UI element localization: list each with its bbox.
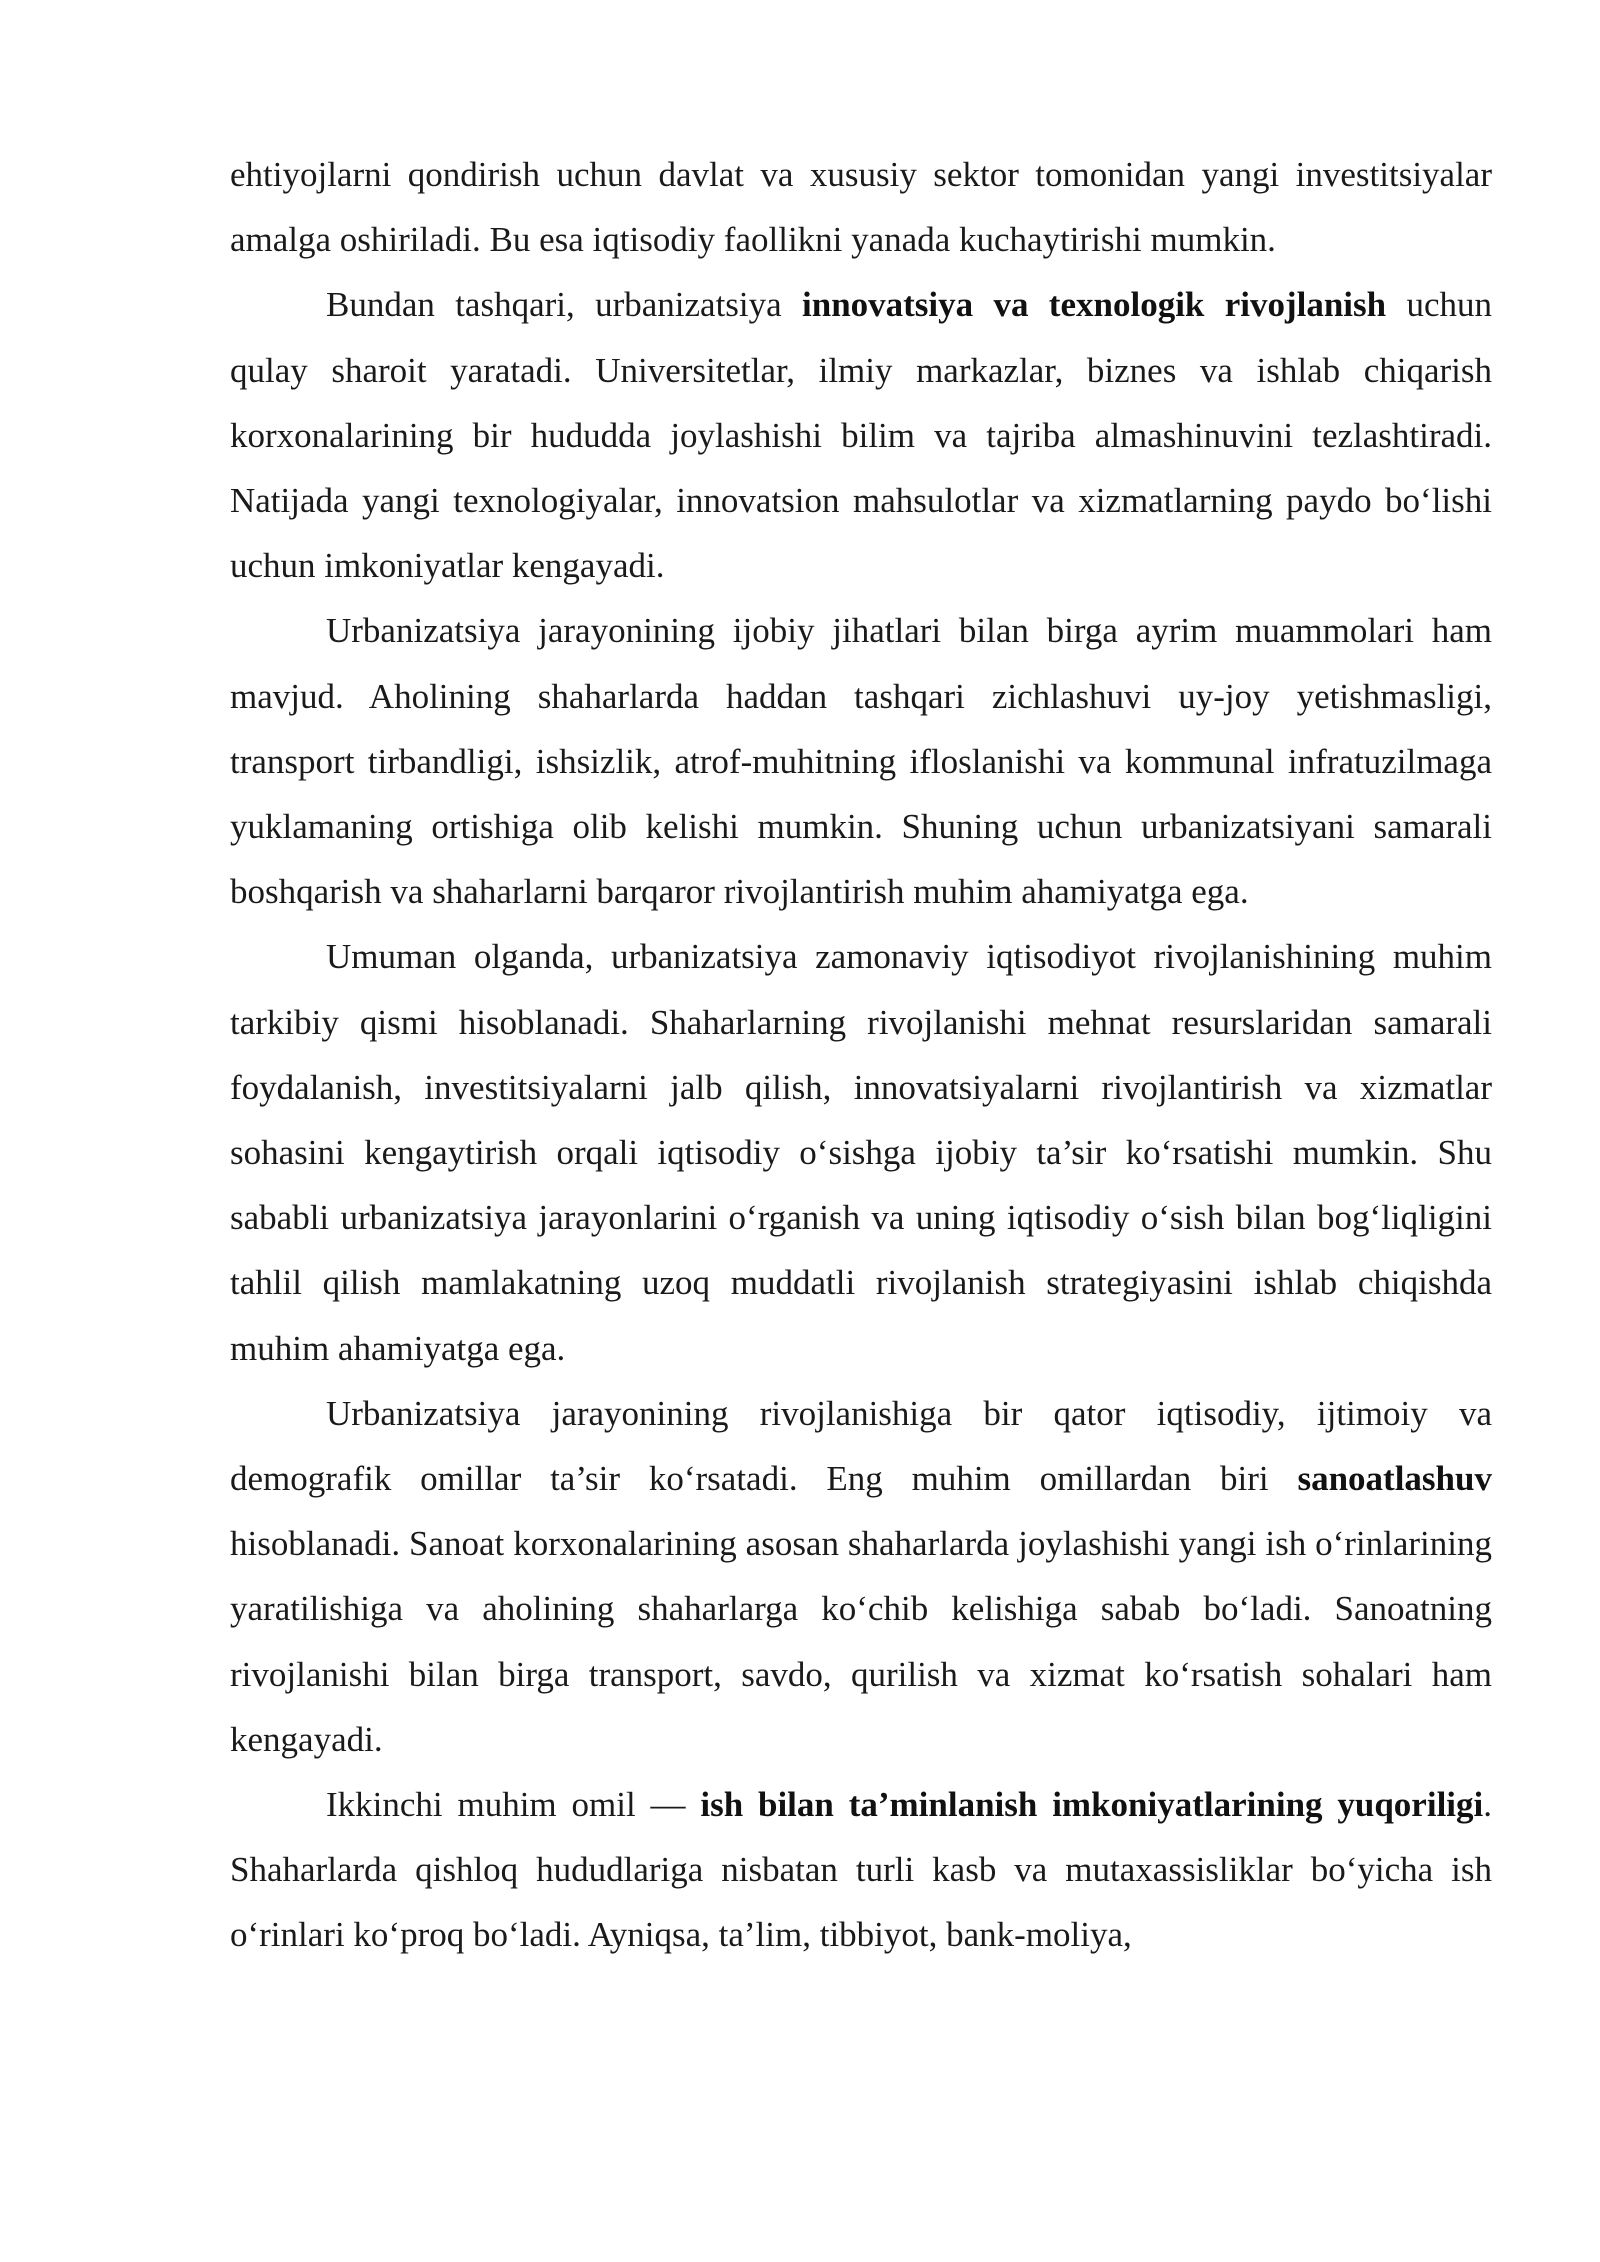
paragraph-4 bbox=[230, 924, 1492, 1380]
bold-term: sanoatlashuv bbox=[1297, 1459, 1492, 1499]
document-page bbox=[230, 142, 1492, 1968]
paragraph-3 bbox=[230, 598, 1492, 924]
paragraph-text: Bundan tashqari, urbanizatsiya bbox=[326, 285, 802, 325]
paragraph-text: uchun qulay sharoit yaratadi. Universitetlar, ilmiy markazlar, biznes va ishlab chiqarish korxonalarining bir hududda joylashishi bilim va tajriba almashinuvini tezlashtiradi. Natijada yangi texnologiyalar, innovatsion mahsulotlar va xizmatlarning paydo bo‘lishi uchun imkoniyatlar kengayadi. bbox=[230, 285, 1492, 586]
bold-term: innovatsiya va texnologik rivojlanish bbox=[802, 285, 1387, 325]
paragraph-text: Ikkinchi muhim omil — bbox=[326, 1785, 701, 1825]
paragraph-5 bbox=[230, 1381, 1492, 1772]
paragraph-2 bbox=[230, 272, 1492, 598]
paragraph-6 bbox=[230, 1772, 1492, 1968]
paragraph-text: Umuman olganda, urbanizatsiya zamonaviy iqtisodiyot rivojlanishining muhim tarkibiy qismi hisoblanadi. Shaharlarning rivojlanishi mehnat resurslaridan samarali foydalanish, investitsiyalarni jalb qilish, innovatsiyalarni rivojlantirish va xizmatlar sohasini kengaytirish orqali iqtisodiy o‘sishga ijobiy ta’sir ko‘rsatishi mumkin. Shu sababli urbanizatsiya jarayonlarini o‘rganish va uning iqtisodiy o‘sish bilan bog‘liqligini tahlil qilish mamlakatning uzoq muddatli rivojlanish strategiyasini ishlab chiqishda muhim ahamiyatga ega. bbox=[230, 937, 1492, 1368]
bold-term: ish bilan ta’minlanish imkoniyatlarining yuqoriligi bbox=[700, 1785, 1484, 1825]
paragraph-text: Urbanizatsiya jarayonining rivojlanishiga bir qator iqtisodiy, ijtimoiy va demografik omillar ta’sir ko‘rsatadi. Eng muhim omillardan biri bbox=[230, 1393, 1492, 1499]
paragraph-text: ehtiyojlarni qondirish uchun davlat va xususiy sektor tomonidan yangi investitsiyalar amalga oshiriladi. Bu esa iqtisodiy faollikni yanada kuchaytirishi mumkin. bbox=[230, 155, 1492, 260]
paragraph-text: Urbanizatsiya jarayonining ijobiy jihatlari bilan birga ayrim muammolari ham mavjud. Aholining shaharlarda haddan tashqari zichlashuvi uy-joy yetishmasligi, transport tirbandligi, ishsizlik, atrof-muhitning ifloslanishi va kommunal infratuzilmaga yuklamaning ortishiga olib kelishi mumkin. Shuning uchun urbanizatsiyani samarali boshqarish va shaharlarni barqaror rivojlantirish muhim ahamiyatga ega. bbox=[230, 611, 1492, 912]
paragraph-text: hisoblanadi. Sanoat korxonalarining asosan shaharlarda joylashishi yangi ish o‘rinlarining yaratilishiga va aholining shaharlarga ko‘chib kelishiga sabab bo‘ladi. Sanoatning rivojlanishi bilan birga transport, savdo, qurilish va xizmat ko‘rsatish sohalari ham kengayadi. bbox=[230, 1524, 1492, 1759]
paragraph-text: . Shaharlarda qishloq hududlariga nisbatan turli kasb va mutaxassisliklar bo‘yicha ish o‘rinlari ko‘proq bo‘ladi. Ayniqsa, ta’lim, tibbiyot, bank-moliya, bbox=[230, 1785, 1492, 1955]
paragraph-1 bbox=[230, 142, 1492, 272]
